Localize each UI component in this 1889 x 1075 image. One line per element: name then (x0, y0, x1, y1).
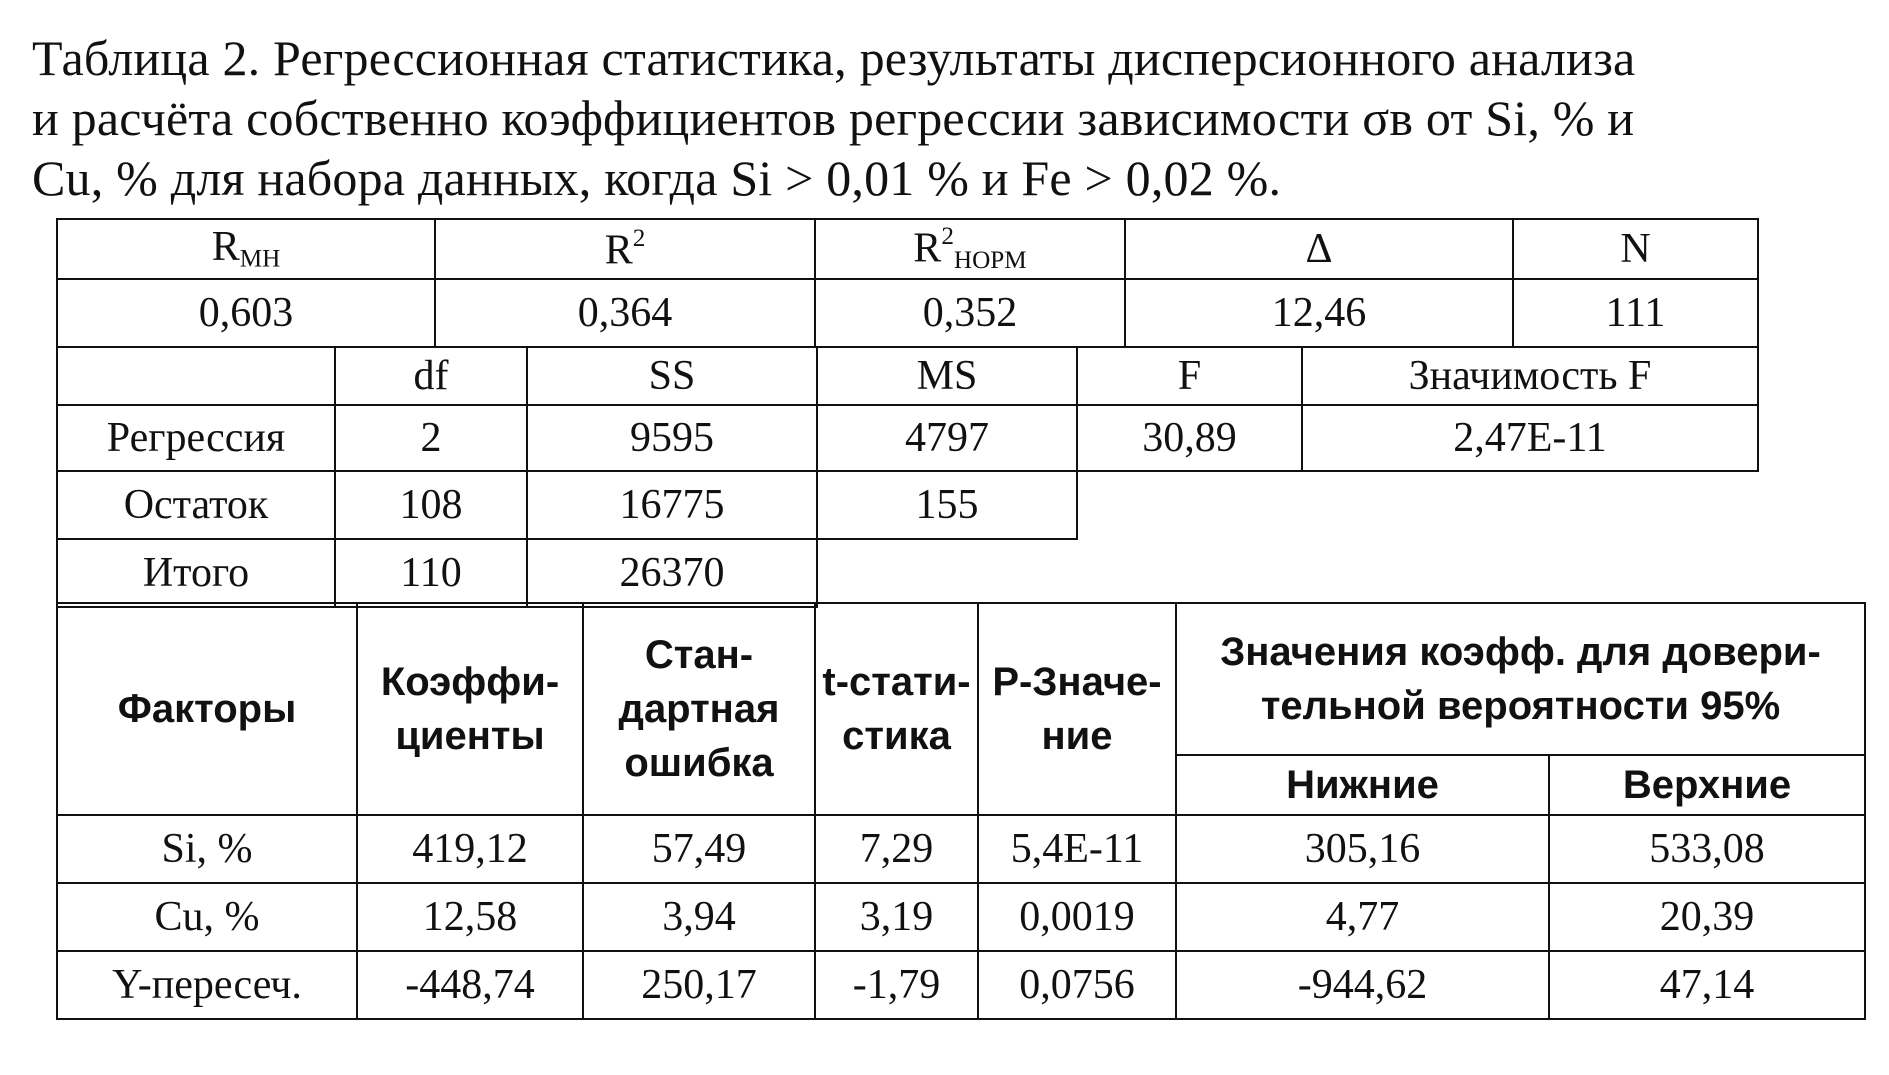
header-upper: Верхние (1549, 755, 1865, 815)
anova-header-empty (57, 347, 335, 405)
cell-ms: 155 (817, 471, 1077, 539)
header-r-squared-norm: $R^2_{НОРМ}$ (815, 219, 1125, 279)
cell-significance: 2,47E-11 (1302, 405, 1758, 471)
cell-factor: Y-пересеч. (57, 951, 357, 1019)
caption-line-2: и расчёта собственно коэффициентов регрессии зависимости σв от Si, % и (32, 90, 1635, 146)
cell-lower: 305,16 (1176, 815, 1549, 883)
cell-lower: 4,77 (1176, 883, 1549, 951)
header-t-statistic: t-стати- стика (815, 603, 978, 815)
cell-df: 2 (335, 405, 527, 471)
coefficients-table (56, 602, 1866, 1020)
header-r-mn: $R_{МН}$ (57, 219, 435, 279)
cell-t: 7,29 (815, 815, 978, 883)
cell-coef: -448,74 (357, 951, 583, 1019)
header-confidence-interval: Значения коэфф. для довери- тельной вероятности 95% (1176, 603, 1865, 755)
header-n: N (1513, 219, 1758, 279)
row-label: Остаток (57, 471, 335, 539)
anova-row-regression (57, 405, 1758, 471)
row-label: Итого (57, 539, 335, 607)
cell-p: 0,0019 (978, 883, 1176, 951)
coef-row-intercept (57, 951, 1865, 1019)
cell-f: 30,89 (1077, 405, 1302, 471)
stats-values-row (57, 279, 1758, 347)
cell-ms: 4797 (817, 405, 1077, 471)
cell-factor: Cu, % (57, 883, 357, 951)
anova-header-df: df (335, 347, 527, 405)
value-r-squared-norm: 0,352 (815, 279, 1125, 347)
anova-header-f: F (1077, 347, 1302, 405)
cell-t: -1,79 (815, 951, 978, 1019)
table-caption (32, 28, 1872, 208)
cell-df: 110 (335, 539, 527, 607)
anova-table (56, 346, 1759, 608)
cell-se: 250,17 (583, 951, 815, 1019)
value-delta: 12,46 (1125, 279, 1513, 347)
cell-coef: 12,58 (357, 883, 583, 951)
header-standard-error: Стан- дартная ошибка (583, 603, 815, 815)
header-delta: Δ (1125, 219, 1513, 279)
cell-upper: 20,39 (1549, 883, 1865, 951)
cell-se: 3,94 (583, 883, 815, 951)
anova-header-row (57, 347, 1758, 405)
header-r-squared: $R^2$ (435, 219, 815, 279)
value-n: 111 (1513, 279, 1758, 347)
anova-row-total (57, 539, 1758, 607)
value-r-squared: 0,364 (435, 279, 815, 347)
caption-line-3: Cu, % для набора данных, когда Si > 0,01 % и Fe > 0,02 %. (32, 150, 1282, 206)
cell-coef: 419,12 (357, 815, 583, 883)
header-factors: Факторы (57, 603, 357, 815)
regression-stats-table (56, 218, 1759, 348)
cell-lower: -944,62 (1176, 951, 1549, 1019)
anova-row-residual (57, 471, 1758, 539)
header-coefficients: Коэффи- циенты (357, 603, 583, 815)
coef-header-row-1 (57, 603, 1865, 755)
cell-upper: 533,08 (1549, 815, 1865, 883)
row-label: Регрессия (57, 405, 335, 471)
coef-row-si (57, 815, 1865, 883)
cell-p: 0,0756 (978, 951, 1176, 1019)
header-p-value: Р-Значе- ние (978, 603, 1176, 815)
cell-ss: 16775 (527, 471, 817, 539)
anova-header-ms: MS (817, 347, 1077, 405)
header-lower: Нижние (1176, 755, 1549, 815)
cell-upper: 47,14 (1549, 951, 1865, 1019)
anova-header-significance: Значимость F (1302, 347, 1758, 405)
cell-factor: Si, % (57, 815, 357, 883)
cell-df: 108 (335, 471, 527, 539)
cell-t: 3,19 (815, 883, 978, 951)
cell-p: 5,4E-11 (978, 815, 1176, 883)
cell-se: 57,49 (583, 815, 815, 883)
value-r-mn: 0,603 (57, 279, 435, 347)
cell-ss: 26370 (527, 539, 817, 607)
cell-ss: 9595 (527, 405, 817, 471)
caption-line-1: Таблица 2. Регрессионная статистика, результаты дисперсионного анализа (32, 30, 1636, 86)
anova-header-ss: SS (527, 347, 817, 405)
stats-header-row (57, 219, 1758, 279)
coef-row-cu (57, 883, 1865, 951)
